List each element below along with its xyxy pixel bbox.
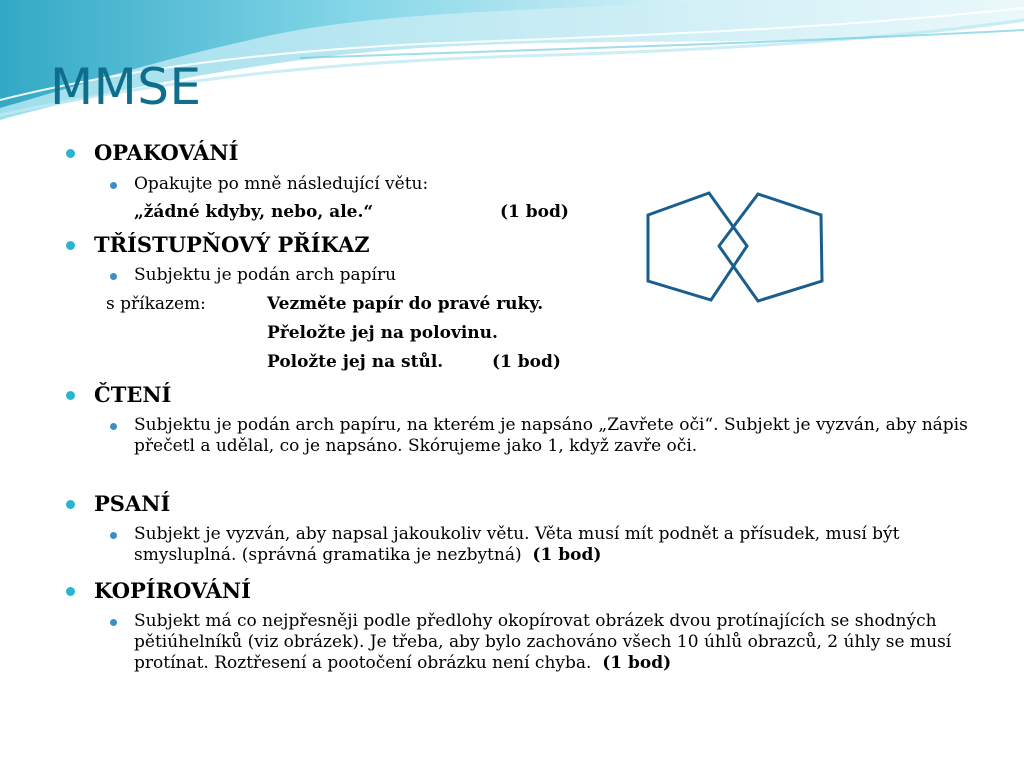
prikaz-command-3: Položte jej na stůl. <box>267 352 444 372</box>
section-heading-opakovani: OPAKOVÁNÍ <box>94 140 239 165</box>
prikaz-prefix: s příkazem: <box>106 294 206 314</box>
level1-bullet-icon <box>66 241 75 250</box>
level2-bullet-icon <box>110 423 117 430</box>
section-heading-tristupnovy-prikaz: TŘÍSTUPŇOVÝ PŘÍKAZ <box>94 232 370 257</box>
cteni-description: Subjektu je podán arch papíru, na kterém je napsáno „Zavřete oči“. Subjekt je vyzván, aby nápis přečetl a udělal, co je napsáno. Skórujeme jako 1, když zavře oči. <box>134 415 968 456</box>
psani-score: (1 bod) <box>532 545 602 565</box>
prikaz-command-2: Přeložte jej na polovinu. <box>267 323 498 343</box>
psani-description <box>134 524 974 566</box>
prikaz-instruction: Subjektu je podán arch papíru <box>134 265 397 285</box>
level1-bullet-icon <box>66 587 75 596</box>
psani-text: Subjekt je vyzván, aby napsal jakoukoliv větu. Věta musí mít podnět a přísudek, musí být smysluplná. (správná gramatika je nezbytná) <box>134 524 900 565</box>
opakovani-phrase: „žádné kdyby, nebo, ale.“ <box>134 202 374 222</box>
kopirovani-description <box>134 611 974 674</box>
level1-bullet-icon <box>66 391 75 400</box>
kopirovani-text: Subjekt má co nejpřesněji podle předlohy okopírovat obrázek dvou protínajících se shodných pětiúhelníků (viz obrázek). Je třeba, aby bylo zachováno všech 10 úhlů obrazců, 2 úhly se musí protínat. Roztřesení a pootočení obrázku není chyba. <box>134 611 952 673</box>
right-pentagon-shape <box>719 194 822 301</box>
intersecting-pentagons-figure <box>640 190 830 305</box>
section-heading-kopirovani: KOPÍROVÁNÍ <box>94 578 251 603</box>
level2-bullet-icon <box>110 532 117 539</box>
level1-bullet-icon <box>66 500 75 509</box>
prikaz-score: (1 bod) <box>492 352 561 372</box>
section-heading-cteni: ČTENÍ <box>94 382 172 407</box>
level2-bullet-icon <box>110 619 117 626</box>
slide-title: MMSE <box>50 58 202 116</box>
opakovani-instruction: Opakujte po mně následující větu: <box>134 174 429 194</box>
section-heading-psani: PSANÍ <box>94 491 171 516</box>
prikaz-command-1: Vezměte papír do pravé ruky. <box>267 294 544 314</box>
opakovani-score: (1 bod) <box>500 202 569 222</box>
level2-bullet-icon <box>110 273 117 280</box>
kopirovani-score: (1 bod) <box>602 653 672 673</box>
level1-bullet-icon <box>66 149 75 158</box>
left-pentagon-shape <box>648 193 747 300</box>
level2-bullet-icon <box>110 182 117 189</box>
